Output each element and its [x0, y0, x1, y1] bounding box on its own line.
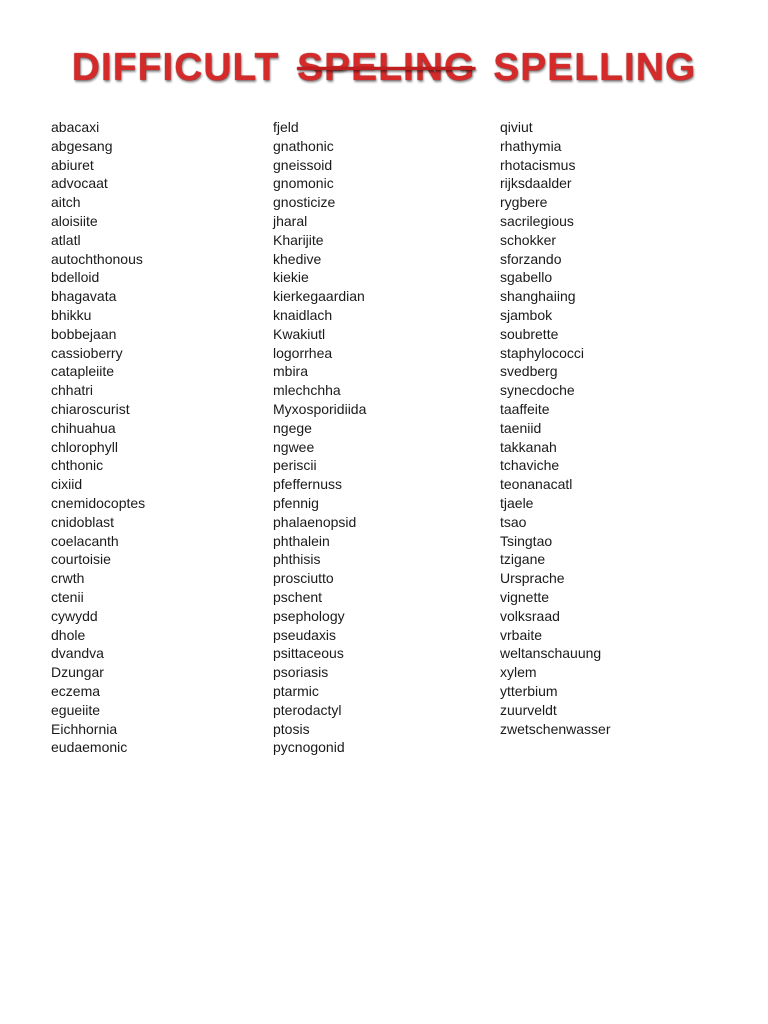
word-item: gnomonic	[273, 175, 334, 192]
word-item: cassioberry	[51, 344, 123, 361]
word-column-2	[273, 118, 366, 757]
word-item: zwetschenwasser	[500, 720, 611, 737]
word-item: zuurveldt	[500, 701, 557, 718]
word-item: eudaemonic	[51, 739, 128, 756]
word-item: atlatl	[51, 231, 81, 248]
word-item: periscii	[273, 457, 317, 474]
word-item: psoriasis	[273, 664, 329, 681]
word-item: knaidlach	[273, 306, 333, 323]
word-item: tchaviche	[500, 457, 560, 474]
word-item: phthisis	[273, 551, 321, 568]
word-item: shanghaiing	[500, 288, 576, 305]
word-item: schokker	[500, 231, 557, 248]
word-item: gnosticize	[273, 194, 336, 211]
word-item: xylem	[500, 664, 537, 681]
word-item: catapleiite	[51, 363, 115, 380]
word-item: tjaele	[500, 494, 534, 511]
word-item: chthonic	[51, 457, 104, 474]
word-item: cnemidocoptes	[51, 494, 146, 511]
word-item: qiviut	[500, 119, 533, 135]
word-item: chihuahua	[51, 419, 116, 436]
word-item: phalaenopsid	[273, 513, 357, 530]
word-item: chhatri	[51, 382, 94, 399]
word-item: logorrhea	[273, 344, 333, 361]
word-column-3	[500, 118, 611, 738]
word-item: tzigane	[500, 551, 546, 568]
word-item: cixiid	[51, 476, 83, 493]
word-item: egueiite	[51, 701, 101, 718]
title-word-misspelled: SPELING	[297, 46, 476, 89]
word-item: soubrette	[500, 325, 559, 342]
word-item: Tsingtao	[500, 532, 553, 549]
word-item: psephology	[273, 607, 345, 624]
word-item: phthalein	[273, 532, 330, 549]
word-item: autochthonous	[51, 250, 143, 267]
word-item: aitch	[51, 194, 81, 211]
word-item: bhikku	[51, 306, 92, 323]
word-item: kiekie	[273, 269, 309, 286]
word-item: pterodactyl	[273, 701, 342, 718]
word-item: svedberg	[500, 363, 558, 380]
word-item: dhole	[51, 626, 86, 643]
word-item: Eichhornia	[51, 720, 118, 737]
word-item: coelacanth	[51, 532, 119, 549]
word-item: bobbejaan	[51, 325, 117, 342]
word-item: eczema	[51, 682, 101, 699]
title-word-difficult: DIFFICULT	[71, 46, 280, 89]
word-item: sforzando	[500, 250, 562, 267]
word-item: Myxosporidiida	[273, 400, 367, 417]
word-item: Ursprache	[500, 570, 565, 587]
word-item: crwth	[51, 570, 85, 587]
word-item: Kharijite	[273, 231, 324, 248]
word-item: pfennig	[273, 494, 319, 511]
word-item: teonanacatl	[500, 476, 573, 493]
word-item: kierkegaardian	[273, 288, 365, 305]
word-item: synecdoche	[500, 382, 575, 399]
word-item: rhotacismus	[500, 156, 576, 173]
word-column-1	[51, 118, 145, 757]
word-item: ctenii	[51, 588, 84, 605]
word-item: chlorophyll	[51, 438, 118, 455]
word-item: ngege	[273, 419, 312, 436]
word-item: Dzungar	[51, 664, 104, 681]
title-word-spelling: SPELLING	[493, 46, 697, 89]
word-item: ptosis	[273, 720, 310, 737]
word-item: advocaat	[51, 175, 108, 192]
word-item: mbira	[273, 363, 309, 380]
word-item: pycnogonid	[273, 739, 345, 756]
word-item: aloisiite	[51, 212, 98, 229]
word-item: taeniid	[500, 419, 542, 436]
word-item: bdelloid	[51, 269, 100, 286]
page-title	[0, 46, 768, 90]
word-item: tsao	[500, 513, 527, 530]
word-item: pfeffernuss	[273, 476, 343, 493]
word-item: courtoisie	[51, 551, 111, 568]
word-item: dvandva	[51, 645, 104, 662]
word-item: sjambok	[500, 306, 553, 323]
word-item: abiuret	[51, 156, 94, 173]
word-item: sgabello	[500, 269, 553, 286]
word-item: abacaxi	[51, 119, 100, 135]
word-item: ngwee	[273, 438, 315, 455]
word-item: mlechchha	[273, 382, 341, 399]
word-item: taaffeite	[500, 400, 550, 417]
word-item: volksraad	[500, 607, 560, 624]
word-item: vrbaite	[500, 626, 543, 643]
word-item: weltanschauung	[500, 645, 602, 662]
word-item: takkanah	[500, 438, 557, 455]
word-item: pseudaxis	[273, 626, 337, 643]
word-item: ptarmic	[273, 682, 319, 699]
word-item: psittaceous	[273, 645, 344, 662]
word-item: jharal	[273, 212, 308, 229]
word-item: bhagavata	[51, 288, 117, 305]
word-item: ytterbium	[500, 682, 558, 699]
word-item: fjeld	[273, 119, 299, 135]
word-item: gnathonic	[273, 137, 334, 154]
word-item: abgesang	[51, 137, 113, 154]
word-item: chiaroscurist	[51, 400, 130, 417]
word-item: staphylococci	[500, 344, 585, 361]
word-item: khedive	[273, 250, 322, 267]
word-item: rhathymia	[500, 137, 562, 154]
word-item: gneissoid	[273, 156, 333, 173]
word-item: vignette	[500, 588, 550, 605]
word-item: rygbere	[500, 194, 548, 211]
word-item: pschent	[273, 588, 323, 605]
word-item: Kwakiutl	[273, 325, 326, 342]
word-item: sacrilegious	[500, 212, 574, 229]
word-item: cywydd	[51, 607, 98, 624]
word-item: rijksdaalder	[500, 175, 572, 192]
word-item: prosciutto	[273, 570, 334, 587]
word-item: cnidoblast	[51, 513, 115, 530]
